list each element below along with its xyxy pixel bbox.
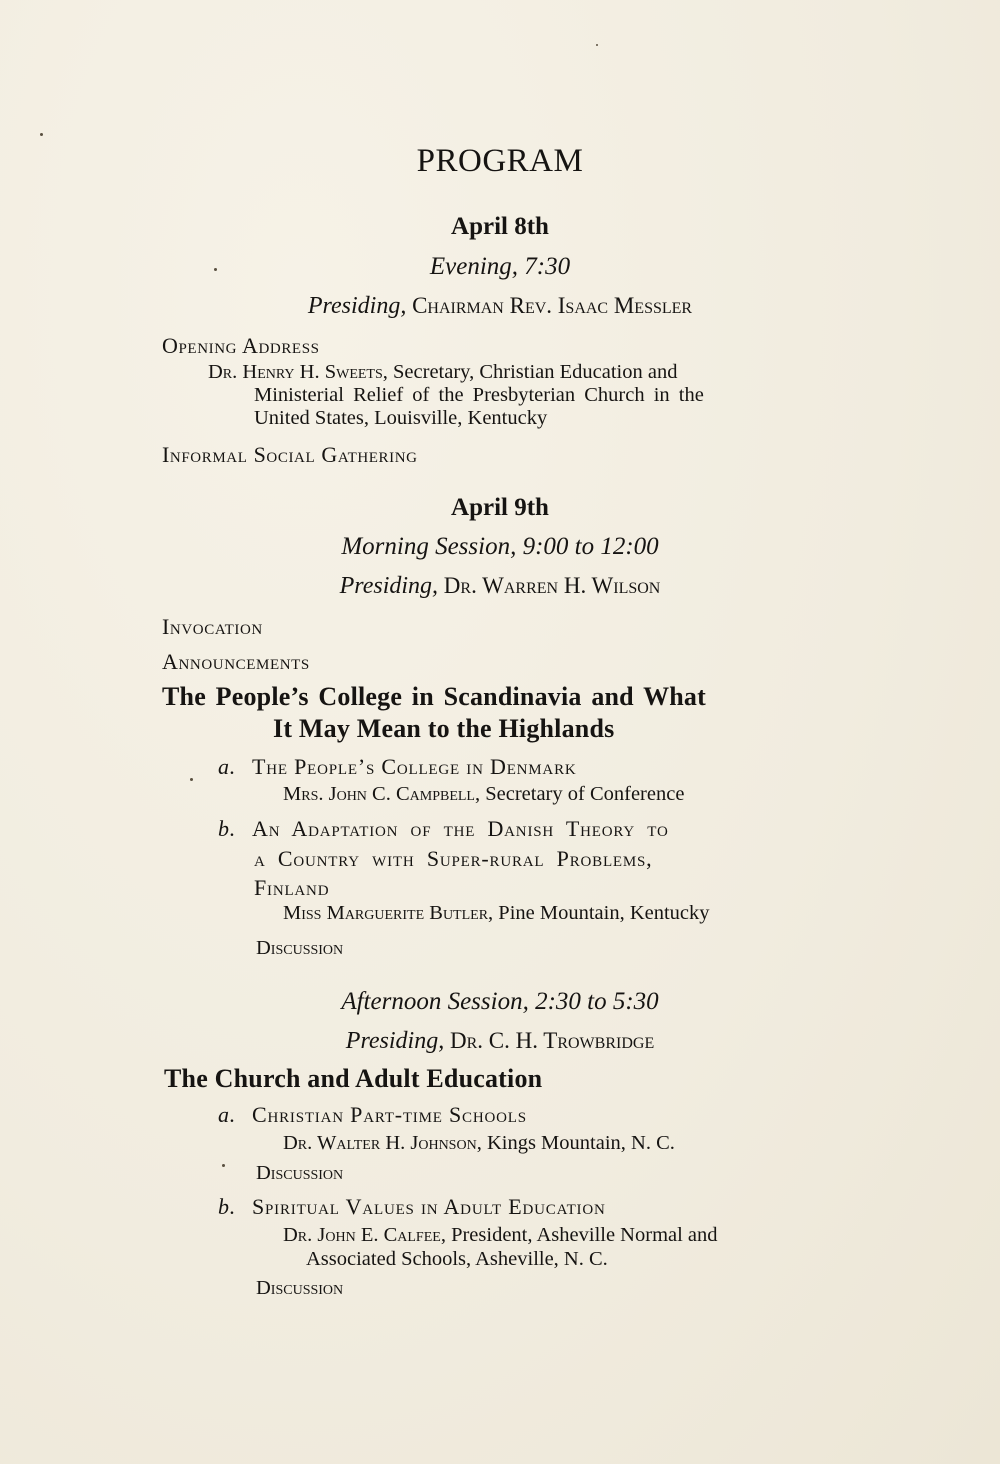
social-gathering-heading: Informal Social Gathering (162, 442, 418, 467)
subtopic-title: Christian Part-time Schools (252, 1102, 527, 1127)
paper-speck (222, 1164, 225, 1167)
speaker-role: , Secretary, Christian Education and (382, 361, 678, 383)
paper-speck (40, 133, 43, 136)
afternoon-subtopic-a (218, 1102, 527, 1128)
opening-speaker-line2: Ministerial Relief of the Presbyterian Church in the (254, 384, 704, 406)
subtopic-a (218, 754, 577, 780)
subtopic-b-line2: a Country with Super-rural Problems, (254, 846, 653, 871)
speaker-role: , Secretary of Conference (474, 783, 685, 805)
speaker-name: Mrs. John C. Campbell (283, 783, 475, 805)
subtopic-a-speaker (283, 783, 684, 807)
afternoon-presiding (0, 1028, 1000, 1055)
day1-date: April 8th (451, 213, 549, 240)
afternoon-a-discussion: Discussion (256, 1162, 344, 1184)
item-letter: b. (218, 1194, 237, 1219)
subtopic-b-speaker (283, 902, 710, 926)
afternoon-subtopic-b-speaker-line2: Associated Schools, Asheville, N. C. (306, 1248, 608, 1270)
opening-speaker-line1 (208, 361, 677, 385)
speaker-name: Dr. John E. Calfee (283, 1224, 441, 1246)
item-letter: a. (218, 1102, 237, 1127)
speaker-role: , Pine Mountain, Kentucky (488, 902, 710, 924)
item-letter: b. (218, 816, 237, 841)
morning-discussion: Discussion (256, 937, 344, 959)
paper-speck (190, 778, 193, 781)
day1-presiding (0, 293, 1000, 320)
presiding-name: Dr. C. H. Trowbridge (449, 1028, 655, 1053)
morning-presiding (0, 573, 1000, 600)
church-topic-heading: The Church and Adult Education (164, 1064, 543, 1093)
speaker-role: , President, Asheville Normal and (440, 1224, 718, 1246)
announcements-heading: Announcements (162, 649, 310, 674)
subtopic-b-line1 (218, 816, 669, 842)
opening-speaker-line3: United States, Louisville, Kentucky (254, 407, 548, 429)
speaker-name: Miss Marguerite Butler (283, 902, 489, 924)
opening-address-heading: Opening Address (162, 333, 320, 358)
presiding-name: Chairman Rev. Isaac Messler (412, 293, 693, 318)
speaker-name: Dr. Henry H. Sweets (208, 361, 383, 383)
page-title: PROGRAM (416, 143, 584, 179)
afternoon-subtopic-b-speaker (283, 1224, 718, 1248)
morning-session-time: Morning Session, 9:00 to 12:00 (341, 533, 659, 560)
subtopic-title: An Adaptation of the Danish Theory to (252, 816, 669, 841)
presiding-name: Dr. Warren H. Wilson (443, 573, 661, 598)
presiding-label: Presiding, (345, 1028, 445, 1054)
subtopic-title: Spiritual Values in Adult Education (252, 1194, 606, 1219)
subtopic-b-line3: Finland (254, 875, 330, 900)
topic-heading-line2: It May Mean to the Highlands (273, 714, 615, 743)
afternoon-session-time: Afternoon Session, 2:30 to 5:30 (341, 988, 659, 1015)
paper-speck (596, 44, 598, 46)
day2-date: April 9th (451, 494, 549, 521)
afternoon-b-discussion: Discussion (256, 1277, 344, 1299)
item-letter: a. (218, 754, 237, 779)
presiding-label: Presiding, (339, 573, 439, 599)
speaker-name: Dr. Walter H. Johnson (283, 1132, 477, 1154)
afternoon-subtopic-a-speaker (283, 1132, 675, 1156)
invocation-heading: Invocation (162, 614, 263, 639)
subtopic-title: The People’s College in Denmark (252, 754, 577, 779)
speaker-role: , Kings Mountain, N. C. (476, 1132, 675, 1154)
presiding-label: Presiding, (307, 293, 407, 319)
topic-heading-line1: The People’s College in Scandinavia and What (162, 682, 706, 711)
day1-session-time: Evening, 7:30 (429, 253, 571, 280)
afternoon-subtopic-b (218, 1194, 606, 1220)
